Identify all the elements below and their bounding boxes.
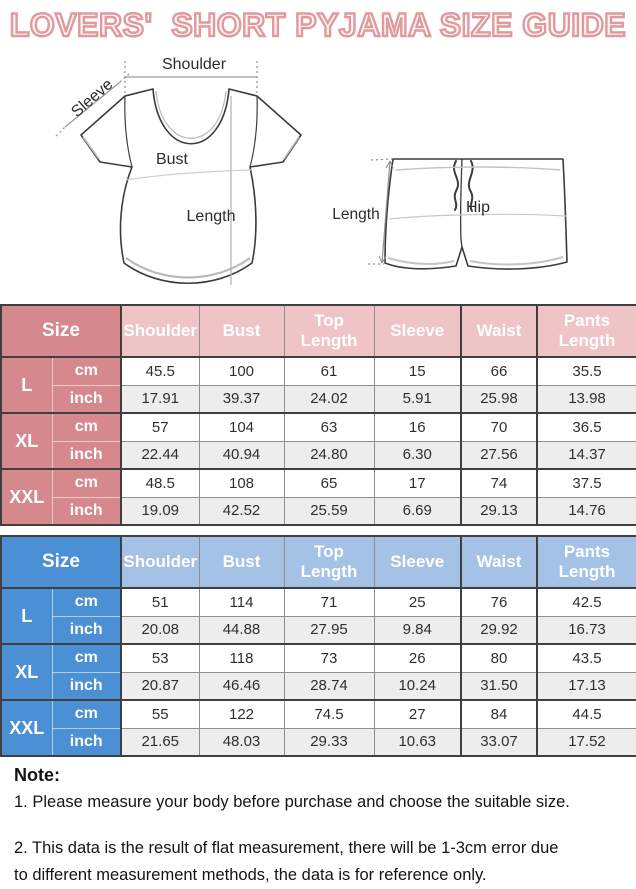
- value-cell: 48.5: [121, 469, 199, 497]
- column-header-waist: Waist: [461, 305, 537, 357]
- value-cell: 80: [461, 644, 537, 672]
- notes-section: [0, 757, 636, 889]
- value-cell: 51: [121, 588, 199, 616]
- size-header-cell: Size: [1, 536, 121, 588]
- column-header-top-length: Top Length: [284, 305, 374, 357]
- tshirt-drawing: [81, 89, 301, 283]
- table-header-row: [1, 305, 636, 357]
- table-row: [1, 728, 636, 756]
- table-row: [1, 672, 636, 700]
- value-cell: 74: [461, 469, 537, 497]
- value-cell: 118: [199, 644, 284, 672]
- note-item-1: 1. Please measure your body before purchase and choose the suitable size.: [14, 793, 570, 811]
- shirt-shoulder-label: Shoulder: [161, 56, 227, 73]
- value-cell: 13.98: [537, 385, 636, 413]
- table-row: [1, 497, 636, 525]
- value-cell: 76: [461, 588, 537, 616]
- value-cell: 66: [461, 357, 537, 385]
- table-row: [1, 616, 636, 644]
- unit-label: cm: [52, 588, 121, 616]
- column-header-top-length: Top Length: [284, 536, 374, 588]
- value-cell: 39.37: [199, 385, 284, 413]
- value-cell: 28.74: [284, 672, 374, 700]
- tshirt-shadow-lines: [83, 91, 299, 285]
- value-cell: 6.30: [374, 441, 461, 469]
- unit-label: cm: [52, 413, 121, 441]
- value-cell: 57: [121, 413, 199, 441]
- page-title: LOVERS' SHORT PYJAMA SIZE GUIDE: [9, 6, 627, 43]
- value-cell: 20.08: [121, 616, 199, 644]
- value-cell: 15: [374, 357, 461, 385]
- value-cell: 22.44: [121, 441, 199, 469]
- value-cell: 17.52: [537, 728, 636, 756]
- value-cell: 6.69: [374, 497, 461, 525]
- value-cell: 27.56: [461, 441, 537, 469]
- shorts-hip-label: Hip: [465, 199, 491, 216]
- value-cell: 42.52: [199, 497, 284, 525]
- value-cell: 24.80: [284, 441, 374, 469]
- table-row: [1, 700, 636, 728]
- table-row: [1, 588, 636, 616]
- clothing-diagram-svg: [0, 50, 636, 304]
- value-cell: 5.91: [374, 385, 461, 413]
- value-cell: 84: [461, 700, 537, 728]
- value-cell: 9.84: [374, 616, 461, 644]
- value-cell: 73: [284, 644, 374, 672]
- unit-label: inch: [52, 385, 121, 413]
- value-cell: 122: [199, 700, 284, 728]
- column-header-waist: Waist: [461, 536, 537, 588]
- table-row: [1, 385, 636, 413]
- column-header-sleeve: Sleeve: [374, 305, 461, 357]
- value-cell: 16.73: [537, 616, 636, 644]
- note-item-2-line-2: to different measurement methods, the data is for reference only.: [14, 866, 487, 884]
- unit-label: inch: [52, 616, 121, 644]
- note-heading: Note:: [14, 765, 60, 785]
- column-header-sleeve: Sleeve: [374, 536, 461, 588]
- column-header-pants-length: Pants Length: [537, 536, 636, 588]
- value-cell: 25.59: [284, 497, 374, 525]
- value-cell: 43.5: [537, 644, 636, 672]
- value-cell: 17: [374, 469, 461, 497]
- value-cell: 44.88: [199, 616, 284, 644]
- shirt-length-label: Length: [186, 208, 236, 225]
- size-label: L: [1, 357, 52, 413]
- value-cell: 16: [374, 413, 461, 441]
- size-label: XXL: [1, 469, 52, 525]
- value-cell: 10.24: [374, 672, 461, 700]
- table-row: [1, 644, 636, 672]
- value-cell: 70: [461, 413, 537, 441]
- value-cell: 21.65: [121, 728, 199, 756]
- value-cell: 114: [199, 588, 284, 616]
- value-cell: 55: [121, 700, 199, 728]
- pink-size-table: [0, 304, 636, 526]
- value-cell: 100: [199, 357, 284, 385]
- value-cell: 44.5: [537, 700, 636, 728]
- column-header-pants-length: Pants Length: [537, 305, 636, 357]
- unit-label: inch: [52, 728, 121, 756]
- value-cell: 40.94: [199, 441, 284, 469]
- value-cell: 45.5: [121, 357, 199, 385]
- value-cell: 61: [284, 357, 374, 385]
- table-header-row: [1, 536, 636, 588]
- value-cell: 27.95: [284, 616, 374, 644]
- value-cell: 27: [374, 700, 461, 728]
- size-label: XXL: [1, 700, 52, 756]
- value-cell: 10.63: [374, 728, 461, 756]
- table-row: [1, 469, 636, 497]
- table-row: [1, 357, 636, 385]
- value-cell: 29.13: [461, 497, 537, 525]
- unit-label: cm: [52, 644, 121, 672]
- size-label: L: [1, 588, 52, 644]
- table-row: [1, 441, 636, 469]
- value-cell: 36.5: [537, 413, 636, 441]
- value-cell: 29.92: [461, 616, 537, 644]
- column-header-shoulder: Shoulder: [121, 305, 199, 357]
- value-cell: 108: [199, 469, 284, 497]
- value-cell: 20.87: [121, 672, 199, 700]
- shirt-bust-label: Bust: [155, 151, 189, 168]
- shorts-length-label: Length: [332, 206, 380, 223]
- value-cell: 17.13: [537, 672, 636, 700]
- unit-label: inch: [52, 441, 121, 469]
- unit-label: cm: [52, 700, 121, 728]
- value-cell: 14.76: [537, 497, 636, 525]
- value-cell: 63: [284, 413, 374, 441]
- value-cell: 46.46: [199, 672, 284, 700]
- value-cell: 71: [284, 588, 374, 616]
- value-cell: 48.03: [199, 728, 284, 756]
- value-cell: 31.50: [461, 672, 537, 700]
- unit-label: cm: [52, 469, 121, 497]
- column-header-bust: Bust: [199, 305, 284, 357]
- value-cell: 74.5: [284, 700, 374, 728]
- table-row: [1, 413, 636, 441]
- value-cell: 29.33: [284, 728, 374, 756]
- value-cell: 25.98: [461, 385, 537, 413]
- value-cell: 35.5: [537, 357, 636, 385]
- size-label: XL: [1, 413, 52, 469]
- unit-label: inch: [52, 497, 121, 525]
- value-cell: 24.02: [284, 385, 374, 413]
- value-cell: 65: [284, 469, 374, 497]
- value-cell: 25: [374, 588, 461, 616]
- note-item-2: [14, 835, 622, 889]
- shirt-sleeve-label: Sleeve: [68, 75, 117, 121]
- unit-label: inch: [52, 672, 121, 700]
- measurement-diagram: [0, 50, 636, 304]
- column-header-shoulder: Shoulder: [121, 536, 199, 588]
- column-header-bust: Bust: [199, 536, 284, 588]
- value-cell: 14.37: [537, 441, 636, 469]
- size-header-cell: Size: [1, 305, 121, 357]
- value-cell: 42.5: [537, 588, 636, 616]
- unit-label: cm: [52, 357, 121, 385]
- size-label: XL: [1, 644, 52, 700]
- value-cell: 104: [199, 413, 284, 441]
- value-cell: 26: [374, 644, 461, 672]
- value-cell: 33.07: [461, 728, 537, 756]
- value-cell: 37.5: [537, 469, 636, 497]
- value-cell: 17.91: [121, 385, 199, 413]
- note-item-2-line-1: 2. This data is the result of flat measurement, there will be 1-3cm error due: [14, 839, 559, 857]
- blue-size-table: [0, 535, 636, 757]
- value-cell: 19.09: [121, 497, 199, 525]
- value-cell: 53: [121, 644, 199, 672]
